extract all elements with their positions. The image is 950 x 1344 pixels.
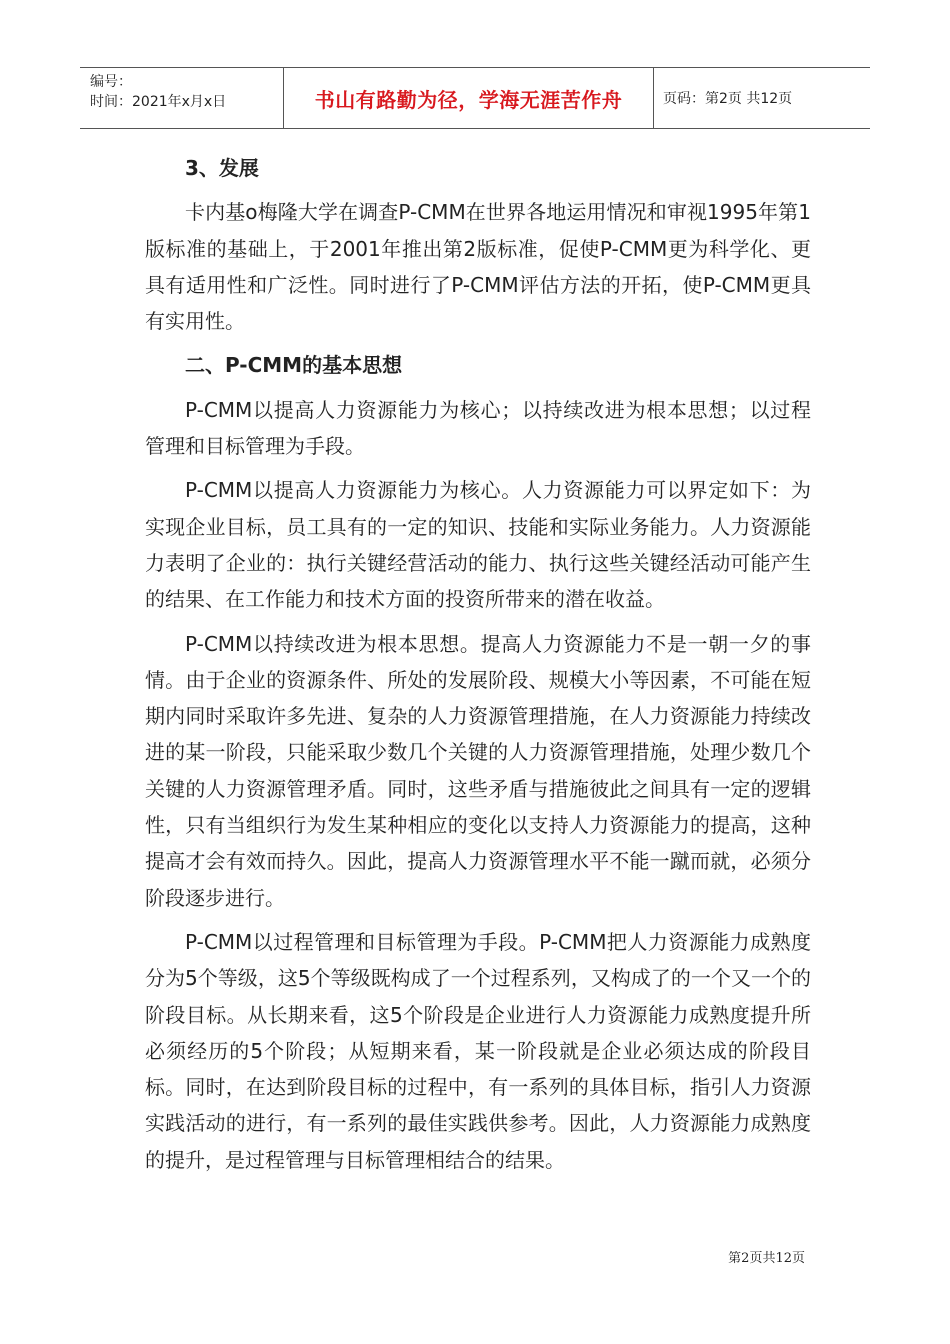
paragraph: P-CMM以过程管理和目标管理为手段。P-CMM把人力资源能力成熟度分为5个等级，这5个等级既构成了一个过程系列，又构成了的一个又一个的阶段目标。从长期来看，这5个阶段是企业进行人力资源能力成熟度提升所必须经历的5个阶段；从短期来看，某一阶段就是企业必须达成的阶段目标。同时，在达到阶段目标的过程中，有一系列的具体目标，指引人力资源实践活动的进行，有一系列的最佳实践供参考。因此，人力资源能力成熟度的提升，是过程管理与目标管理相结合的结果。 bbox=[145, 929, 811, 1172]
section-heading-development: 3、发展 bbox=[185, 156, 259, 180]
paragraph: P-CMM以提高人力资源能力为核心；以持续改进为根本思想；以过程管理和目标管理为手段。 bbox=[145, 397, 811, 459]
paragraph: 卡内基o梅隆大学在调查P-CMM在世界各地运用情况和审视1995年第1版标准的基础上，于2001年推出第2版标准，促使P-CMM更为科学化、更具有适用性和广泛性。同时进行了P-CMM评估方法的开拓，使P-CMM更具有实用性。 bbox=[145, 200, 811, 334]
document-date-label: 时间：2021年x月x日 bbox=[90, 94, 227, 110]
page-header bbox=[80, 67, 870, 129]
header-motto: 书山有路勤为径，学海无涯苦作舟 bbox=[283, 68, 654, 128]
document-number-label: 编号： bbox=[90, 74, 132, 90]
page-footer-number: 第2页共12页 bbox=[728, 1251, 805, 1266]
paragraph: P-CMM以持续改进为根本思想。提高人力资源能力不是一朝一夕的事情。由于企业的资源条件、所处的发展阶段、规模大小等因素，不可能在短期内同时采取许多先进、复杂的人力资源管理措施，在人力资源能力持续改进的某一阶段，只能采取少数几个关键的人力资源管理措施，处理少数几个关键的人力资源管理矛盾。同时，这些矛盾与措施彼此之间具有一定的逻辑性，只有当组织行为发生某种相应的变化以支持人力资源能力的提高，这种提高才会有效而持久。因此，提高人力资源管理水平不能一蹴而就，必须分阶段逐步进行。 bbox=[145, 631, 811, 910]
header-meta bbox=[80, 68, 283, 128]
header-page-label: 页码：第2页 共12页 bbox=[663, 91, 793, 107]
document-body bbox=[145, 150, 811, 1186]
section-heading-basic-idea: 二、P-CMM的基本思想 bbox=[185, 353, 403, 378]
paragraph: P-CMM以提高人力资源能力为核心。人力资源能力可以界定如下：为实现企业目标，员工具有的一定的知识、技能和实际业务能力。人力资源能力表明了企业的：执行关键经营活动的能力、执行这些关键经活动可能产生的结果、在工作能力和技术方面的投资所带来的潜在收益。 bbox=[145, 478, 811, 612]
